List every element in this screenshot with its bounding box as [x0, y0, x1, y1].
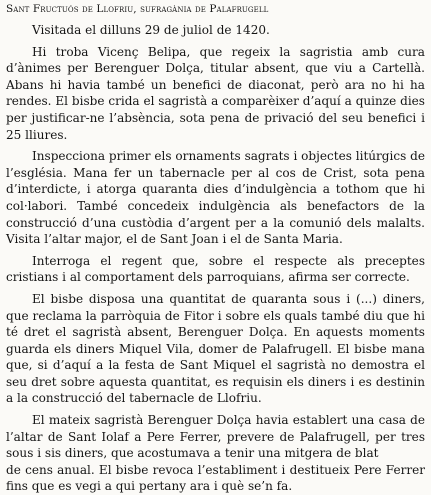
paragraph-visit-date: Visitada el dilluns 29 de juliol de 1420.: [32, 23, 270, 37]
paragraph-house-establishment: El mateix sagristà Berenguer Dolça havia establert una casa de l’altar de Sant Iolaf a Pere Ferrer, prevere de Palafrugell, per tres sous i sis diners, que acostumava a tenir una mitgera de blat: [6, 413, 425, 461]
paragraph-ornaments: Inspecciona primer els ornaments sagrats i objectes litúrgics de l’església. Mana fer un tabernacle per al cos de Crist, sota pena d’interdicte, i atorga quaranta dies d’indulgència a tothom que hi col·labori. També concedeix indulgència als benefactors de la construcció d’una custòdia d’argent per a la comunió dels malalts. Visita l’altar major, el de Sant Joan i el de Santa Maria.: [6, 149, 425, 247]
paragraph-census-continuation: de cens anual. El bisbe revoca l’establiment i destitueix Pere Ferrer fins que es vegi a qui pertany ara i què se’n fa.: [6, 462, 425, 494]
paragraph-money: El bisbe disposa una quantitat de quaranta sous i (...) diners, que reclama la parròquia de Fitor i sobre els quals també diu que hi té dret el sagristà absent, Berenguer Dolça. En aquests moments guarda els diners Miquel Vila, domer de Palafrugell. El bisbe mana que, si d’aquí a la festa de Sant Miquel el sagristà no demostra el seu dret sobre aquesta quantitat, es requisin els diners i es destinin a la construcció del tabernacle de Llofriu.: [6, 291, 425, 406]
running-head: Sant Fructuós de Llofriu, sufragània de Palafrugell: [6, 3, 269, 15]
paragraph-interrogation: Interroga el regent que, sobre el respecte als preceptes cristians i al comportament dels parroquians, afirma ser correcte.: [6, 253, 425, 285]
paragraph-sacristy: Hi troba Vicenç Belipa, que regeix la sagristia amb cura d’ànimes per Berenguer Dolça, titular absent, que viu a Cartellà. Abans hi havia també un benefici de diaconat, però ara no hi ha rendes. El bisbe crida el sagristà a comparèixer d’aquí a quinze dies per justificar-ne l’absència, sota pena de privació del seu benefici i 25 lliures.: [6, 44, 425, 142]
